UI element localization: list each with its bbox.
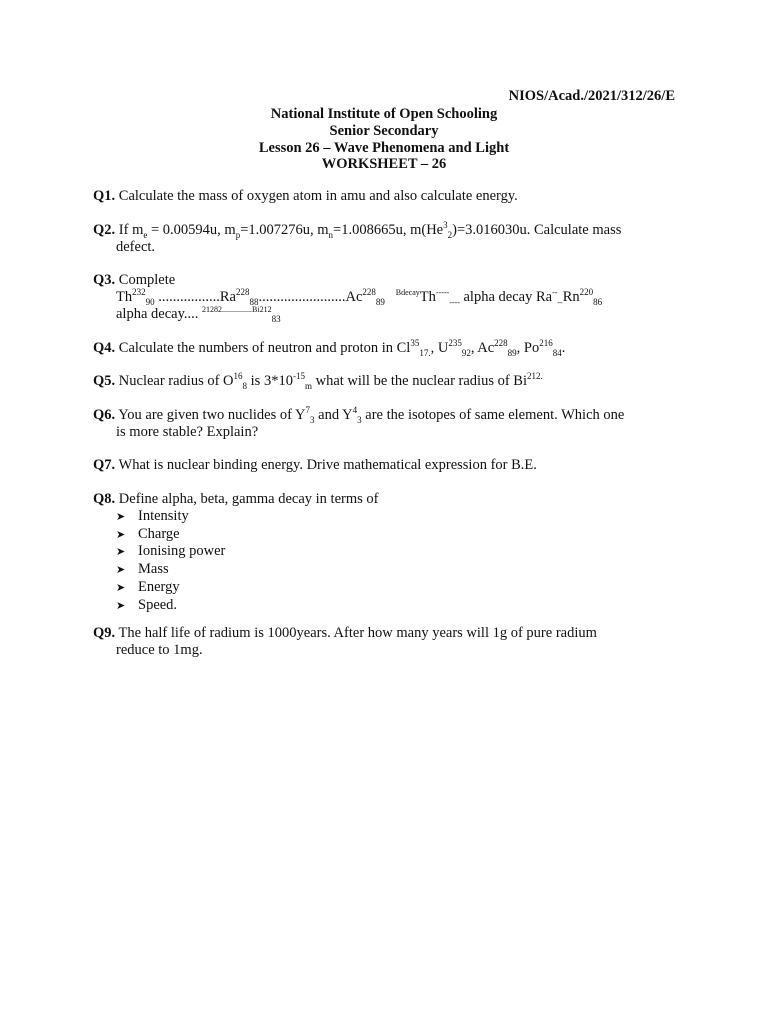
- subscript: 3: [357, 414, 362, 425]
- list-item: [116, 597, 675, 615]
- decay-chain-line-1: [93, 286, 675, 307]
- criteria-list: [93, 508, 675, 615]
- text-run: what will be the nuclear radius of Bi: [311, 373, 527, 389]
- subscript: 17.: [419, 347, 431, 358]
- text-run: Nuclear radius of O: [118, 373, 234, 389]
- question-label: Complete: [118, 272, 176, 288]
- text-run: You are given two nuclides of Y: [118, 407, 306, 423]
- question-number: Q5.: [93, 373, 116, 389]
- text-run: Rn: [562, 288, 580, 305]
- superscript: 7: [305, 405, 311, 416]
- question-3: [93, 272, 675, 322]
- question-number: Q9.: [93, 625, 116, 641]
- superscript: -----: [435, 287, 450, 297]
- question-text: The half life of radium is 1000years. After how many years will 1g of pure radium: [118, 625, 597, 641]
- subscript: 2: [447, 229, 453, 240]
- list-item-label: Charge: [138, 525, 180, 542]
- superscript: 232: [132, 286, 146, 297]
- institute-name: National Institute of Open Schooling: [270, 106, 498, 122]
- text-run: =1.008665u, m(He: [333, 222, 444, 238]
- lesson-title: Lesson 26 – Wave Phenomena and Light: [258, 139, 510, 156]
- question-text: Define alpha, beta, gamma decay in terms of: [118, 491, 379, 507]
- worksheet-title: WORKSHEET – 26: [321, 156, 447, 173]
- question-5: [93, 373, 675, 390]
- superscript: 228: [362, 286, 376, 297]
- superscript: Bdecay: [395, 287, 420, 297]
- subscript: 90: [145, 296, 155, 307]
- arrowhead-bullet-icon: ➤: [116, 564, 126, 577]
- question-8: [93, 491, 675, 615]
- subscript: 92: [461, 347, 471, 358]
- arrowhead-bullet-icon: ➤: [116, 546, 126, 559]
- superscript: 212.: [527, 371, 543, 382]
- reference-number: NIOS/Acad./2021/312/26/E: [508, 88, 675, 104]
- question-9: [93, 625, 675, 659]
- superscript: 4: [352, 405, 358, 416]
- subscript: n: [328, 229, 334, 240]
- arrowhead-bullet-icon: ➤: [116, 599, 126, 612]
- list-item-label: Speed.: [138, 596, 178, 613]
- text-run: If m: [118, 222, 144, 238]
- subscript: p: [235, 229, 241, 240]
- subscript: ----: [449, 297, 460, 307]
- arrowhead-bullet-icon: ➤: [116, 510, 126, 523]
- document-header: [0, 106, 768, 173]
- subscript: 83: [271, 313, 281, 324]
- text-run: , Ac: [470, 340, 495, 356]
- text-run: and Y: [314, 407, 353, 423]
- decay-chain-line-2: [93, 306, 675, 323]
- list-item-label: Ionising power: [138, 543, 226, 560]
- question-number: Q3.: [93, 272, 116, 288]
- question-number: Q4.: [93, 340, 116, 356]
- subscript: --: [557, 297, 563, 307]
- superscript: --: [552, 287, 558, 297]
- subscript: m: [304, 380, 312, 391]
- text-run: alpha decay Ra: [459, 288, 553, 305]
- text-run: = 0.00594u, m: [147, 222, 236, 238]
- question-number: Q7.: [93, 457, 116, 473]
- text-run: Th: [419, 288, 436, 305]
- question-text: What is nuclear binding energy. Drive mathematical expression for B.E.: [118, 457, 537, 473]
- superscript: 21282...............Bi212: [202, 304, 272, 314]
- text-run: are the isotopes of same element. Which one: [361, 407, 625, 423]
- superscript: 220: [579, 286, 594, 297]
- question-number: Q2.: [93, 222, 116, 238]
- subscript: 89: [375, 296, 385, 307]
- text-run: .: [561, 340, 566, 356]
- list-item-label: Energy: [138, 578, 180, 595]
- subscript: 8: [242, 380, 248, 391]
- list-item: [116, 526, 675, 544]
- course-level: Senior Secondary: [329, 122, 439, 139]
- subscript: e: [143, 229, 148, 240]
- question-4: [93, 340, 675, 357]
- superscript: -15: [292, 371, 305, 382]
- text-run: Calculate the numbers of neutron and proton in Cl: [118, 340, 411, 356]
- subscript: 84: [552, 347, 562, 358]
- list-item-label: Mass: [138, 561, 169, 578]
- question-7: [93, 457, 675, 474]
- text-run: ........................Ac: [258, 288, 363, 305]
- text-run: .................Ra: [154, 288, 236, 305]
- question-text: Calculate the mass of oxygen atom in amu and also calculate energy.: [118, 188, 518, 204]
- question-2: [93, 222, 675, 256]
- superscript: 35: [410, 338, 420, 349]
- superscript: 228: [235, 286, 250, 297]
- question-number: Q8.: [93, 491, 116, 507]
- text-run: )=3.016030u. Calculate mass: [452, 222, 622, 238]
- question-1: [93, 188, 675, 205]
- list-item: [116, 579, 675, 597]
- subscript: 88: [249, 296, 259, 307]
- text-run: is 3*10: [247, 373, 293, 389]
- question-text-continued: defect.: [116, 238, 156, 255]
- arrowhead-bullet-icon: ➤: [116, 528, 126, 541]
- question-6: [93, 407, 675, 441]
- list-item: [116, 561, 675, 579]
- superscript: 3: [443, 220, 448, 231]
- superscript: 16: [233, 371, 243, 382]
- question-number: Q6.: [93, 407, 116, 423]
- question-text-continued: reduce to 1mg.: [116, 641, 203, 658]
- superscript: 216: [539, 338, 553, 349]
- question-number: Q1.: [93, 188, 116, 204]
- subscript: 89: [507, 347, 517, 358]
- subscript: 86: [593, 296, 603, 307]
- text-run: , U: [430, 340, 449, 356]
- text-run: =1.007276u, m: [240, 222, 329, 238]
- text-run: Th: [116, 288, 133, 305]
- subscript: 3: [310, 414, 315, 425]
- list-item-label: Intensity: [138, 507, 189, 524]
- superscript: 235: [448, 338, 462, 349]
- arrowhead-bullet-icon: ➤: [116, 581, 126, 594]
- list-item: [116, 543, 675, 561]
- text-run: , Po: [516, 340, 540, 356]
- superscript: 228: [494, 338, 508, 349]
- list-item: [116, 508, 675, 526]
- text-run: alpha decay....: [116, 305, 203, 322]
- question-text-continued: is more stable? Explain?: [116, 423, 259, 440]
